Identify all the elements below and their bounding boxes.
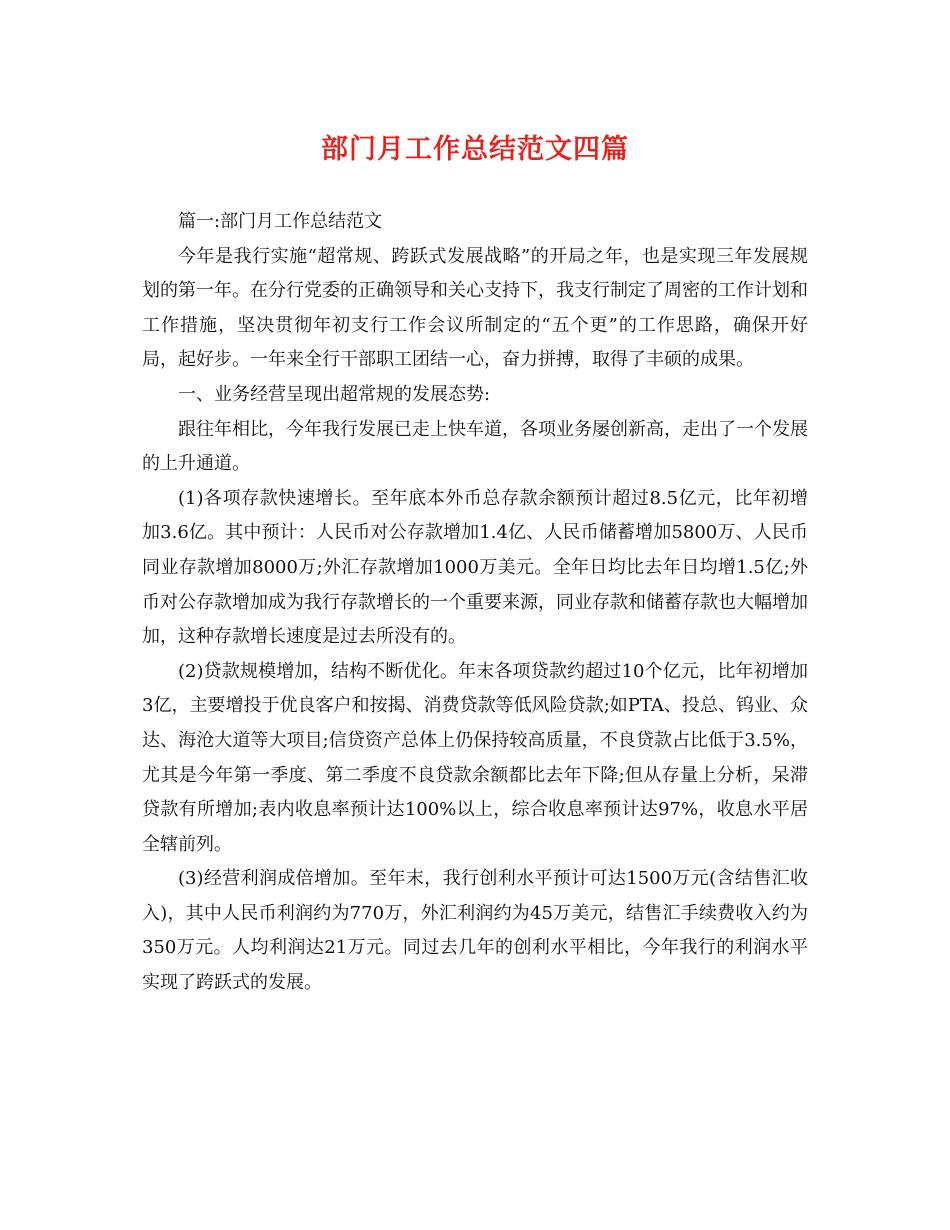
paragraph-intro: 今年是我行实施“超常规、跨跃式发展战略”的开局之年，也是实现三年发展规划的第一年。在分行党委的正确领导和关心支持下，我支行制定了周密的工作计划和工作措施，坚决贯彻年初支行工作会议所制定的“五个更”的工作思路，确保开好局，起好步。一年来全行干部职工团结一心，奋力拼搏，取得了丰硕的成果。	[142, 245, 808, 371]
section-heading-business: 一、业务经营呈现出超常规的发展态势:	[178, 383, 491, 405]
paragraph-profits: (3)经营利润成倍增加。至年末，我行创利水平预计可达1500万元(含结售汇收入)，其中人民币利润约为770万，外汇利润约为45万美元，结售汇手续费收入约为350万元。人均利润达21万元。同过去几年的创利水平相比，今年我行的利润水平实现了跨跃式的发展。	[142, 868, 808, 994]
paragraph-loans: (2)贷款规模增加，结构不断优化。年末各项贷款约超过10个亿元，比年初增加3亿，主要增投于优良客户和按揭、消费贷款等低风险贷款;如PTA、投总、钨业、众达、海沧大道等大项目;信贷资产总体上仍保持较高质量，不良贷款占比低于3.5%，尤其是今年第一季度、第二季度不良贷款余额都比去年下降;但从存量上分析，呆滞贷款有所增加;表内收息率预计达100%以上，综合收息率预计达97%，收息水平居全辖前列。	[142, 660, 808, 855]
paragraph-comparison: 跟往年相比，今年我行发展已走上快车道，各项业务屡创新高，走出了一个发展的上升通道。	[142, 418, 808, 475]
document-title: 部门月工作总结范文四篇	[321, 134, 629, 165]
document-body	[142, 205, 808, 1001]
paragraph-deposits: (1)各项存款快速增长。至年底本外币总存款余额预计超过8.5亿元，比年初增加3.6亿。其中预计：人民币对公存款增加1.4亿、人民币储蓄增加5800万、人民币同业存款增加8000万;外汇存款增加1000万美元。全年日均比去年日均增1.5亿;外币对公存款增加成为我行存款增长的一个重要来源，同业存款和储蓄存款也大幅增加加，这种存款增长速度是过去所没有的。	[142, 487, 808, 648]
section-heading-part-one: 篇一:部门月工作总结范文	[178, 211, 383, 232]
